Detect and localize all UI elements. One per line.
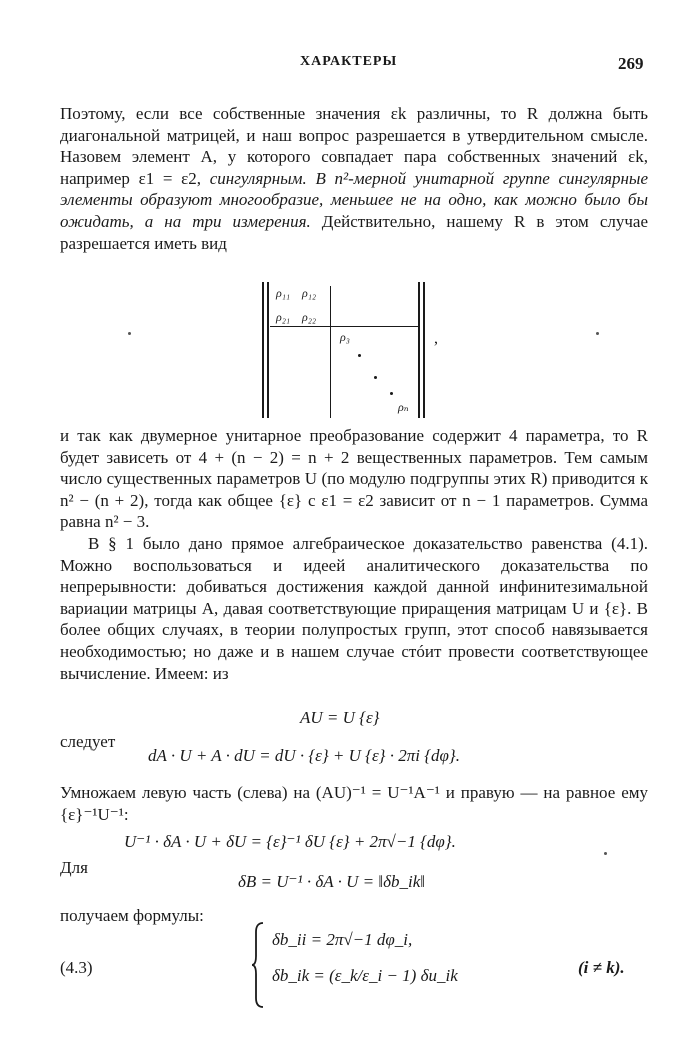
matrix-entry-pn: ρₙ	[398, 400, 409, 414]
page-number: 269	[618, 54, 644, 73]
equation-condition: (i ≠ k).	[578, 958, 625, 977]
paragraph-1-italic: сингулярным. В n²-мерной унитарной группе сингулярные элементы образуют многообразие, меньшее не на одно, как можно было бы ожидать, а на три измерения.	[60, 168, 648, 231]
paragraph-4: Умножаем левую часть (слева) на (AU)⁻¹ = U⁻¹A⁻¹ и правую — на равное ему {ε}⁻¹U⁻¹:	[60, 783, 648, 824]
equation-number: (4.3)	[60, 958, 93, 977]
matrix-entry-p22: ρ₂₂	[302, 310, 317, 324]
matrix-entry-p11: ρ₁₁	[276, 286, 291, 300]
equation-system-line-1: δb_ii = 2π√−1 dφ_i,	[272, 930, 413, 949]
running-head: ХАРАКТЕРЫ	[300, 54, 398, 69]
paragraph-3-text: В § 1 было дано прямое алгебраическое доказательство равенства (4.1). Можно воспользоваться и идеей аналитического доказательства по непрерывности: добиваться достижения каждой данной инфинитезимальной вариации матрицы A, давая соответствующие приращения матрицам U и {ε}. В более общих случаях, в теории полупростых групп, этот способ навязывается необходимостью; но даже и в нашем случае стóит провести соответствующее вычисление. Имеем: из	[60, 534, 648, 683]
matrix-entry-p21: ρ₂₁	[276, 310, 291, 324]
word-follows: следует	[60, 732, 116, 751]
equation-multiplied: U⁻¹ · δA · U + δU = {ε}⁻¹ δU {ε} + 2π√−1 {dφ}.	[124, 832, 456, 851]
matrix-entry-p12: ρ₁₂	[302, 286, 317, 300]
equation-differential: dA · U + A · dU = dU · {ε} + U {ε} · 2πi {dφ}.	[148, 746, 460, 765]
paragraph-1-text: Поэтому, если все собственные значения εk различны, то R должна быть диагональной матрицей, и наш вопрос разрешается в утвердительном смысле. Назовем элемент A, у которого совпадает пара собственных значений εk, например ε1 = ε2,	[60, 104, 648, 188]
block-matrix	[262, 282, 430, 418]
paragraph-3	[60, 533, 648, 684]
word-formulas: получаем формулы:	[60, 906, 204, 925]
paragraph-2: и так как двумерное унитарное преобразование содержит 4 параметра, то R будет зависеть от 4 + (n − 2) = n + 2 вещественных параметров. Тем самым число существенных параметров U (по модулю подгруппы этих R) приводится к n² − (n + 2), тогда как общее {ε} с ε1 = ε2 зависит от n − 1 параметров. Сумма равна n² − 3.	[60, 426, 648, 532]
matrix-comma: ,	[434, 330, 438, 347]
paragraph-1-tail: Действительно, нашему R в этом случае разрешается иметь вид	[60, 211, 648, 253]
system-brace	[252, 922, 264, 1008]
equation-system-line-2: δb_ik = (ε_k/ε_i − 1) δu_ik	[272, 966, 458, 985]
equation-delta-b: δB = U⁻¹ · δA · U = ‖δb_ik‖	[238, 872, 426, 891]
matrix-entry-p3: ρ₃	[340, 330, 350, 344]
word-for: Для	[60, 858, 88, 877]
equation-au: AU = U {ε}	[300, 708, 380, 727]
paragraph-1	[60, 103, 648, 254]
